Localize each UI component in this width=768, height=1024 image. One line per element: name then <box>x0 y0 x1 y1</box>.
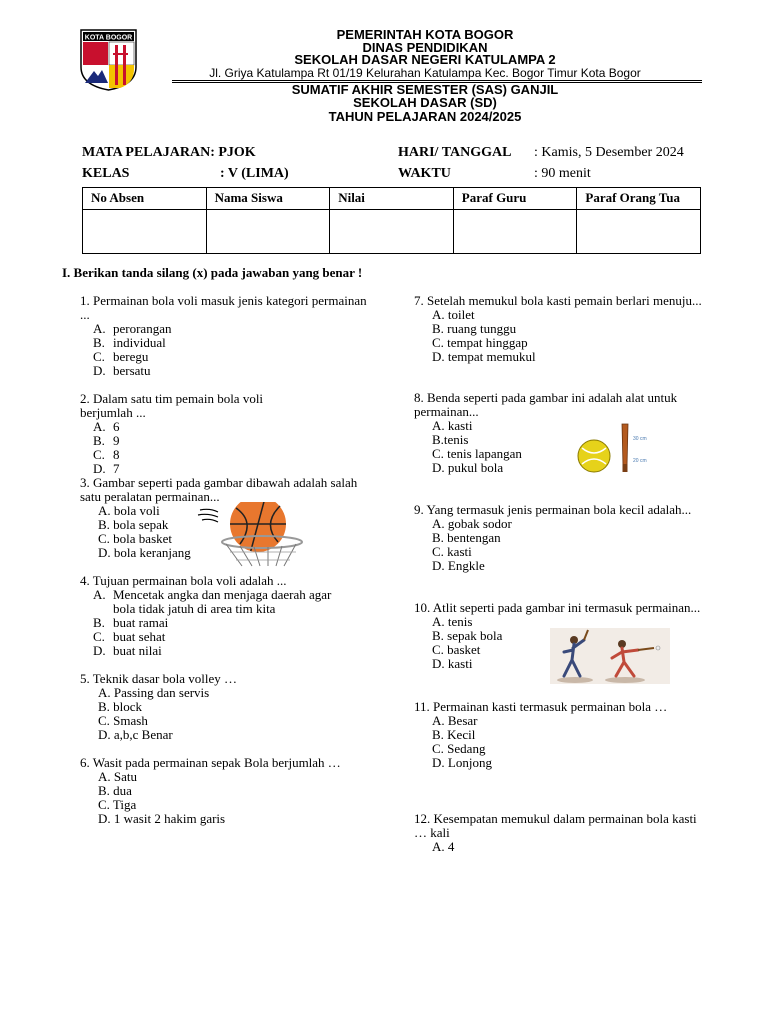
option-a[interactable]: A. toilet <box>432 307 475 322</box>
option-a-continued: bola tidak jatuh di area tim kita <box>113 601 276 616</box>
kop-address: Jl. Griya Katulampa Rt 01/19 Kelurahan Katulampa Kec. Bogor Timur Kota Bogor <box>209 66 641 80</box>
kota-bogor-logo <box>80 29 137 91</box>
option-c[interactable]: C. kasti <box>432 544 472 559</box>
header-nilai: Nilai <box>330 188 454 210</box>
question-text: 8. Benda seperti pada gambar ini adalah alat untuk permainan... <box>414 390 678 419</box>
identity-table <box>82 187 701 254</box>
class-label: KELAS <box>82 166 130 181</box>
time-value: : 90 menit <box>534 166 591 181</box>
exam-level: SEKOLAH DASAR (SD) <box>353 95 497 110</box>
option-d[interactable]: D. 1 wasit 2 hakim garis <box>98 811 226 826</box>
instruction: I. Berikan tanda silang (x) pada jawaban yang benar ! <box>62 265 363 280</box>
kop-government: PEMERINTAH KOTA BOGOR <box>336 27 514 42</box>
option-b[interactable]: B. block <box>98 699 143 714</box>
option-a[interactable]: A. kasti <box>432 418 473 433</box>
option-d[interactable]: D. Lonjong <box>432 755 492 770</box>
option-c[interactable]: C. bola basket <box>98 531 173 546</box>
option-d[interactable]: D. tempat memukul <box>432 349 536 364</box>
question-text: 12. Kesempatan memukul dalam permainan bola kasti … kali <box>414 811 697 840</box>
day-value: : Kamis, 5 Desember 2024 <box>534 145 684 160</box>
option-d[interactable]: D. pukul bola <box>432 460 504 475</box>
question-4 <box>80 574 370 658</box>
cell-nilai[interactable] <box>330 210 454 254</box>
question-text: 9. Yang termasuk jenis permainan bola kecil adalah... <box>414 502 692 517</box>
exam-title: SUMATIF AKHIR SEMESTER (SAS) GANJIL <box>291 82 559 97</box>
class-value: : V (LIMA) <box>220 166 289 181</box>
option-c[interactable]: C. buat sehat <box>93 629 166 644</box>
question-text: 10. Atlit seperti pada gambar ini termasuk permainan... <box>414 600 701 615</box>
header-nama-siswa: Nama Siswa <box>206 188 330 210</box>
option-c[interactable]: C. tenis lapangan <box>432 446 522 461</box>
option-b[interactable]: B. sepak bola <box>432 628 503 643</box>
exam-year: TAHUN PELAJARAN 2024/2025 <box>328 109 522 124</box>
option-d[interactable]: D. buat nilai <box>93 643 162 658</box>
option-d[interactable]: D. bersatu <box>93 363 151 378</box>
kop-department: DINAS PENDIDIKAN <box>362 40 488 55</box>
cell-no-absen[interactable] <box>83 210 207 254</box>
question-text: 4. Tujuan permainan bola voli adalah ... <box>80 573 287 588</box>
option-d[interactable]: D. kasti <box>432 656 473 671</box>
option-a[interactable]: A. Passing dan servis <box>98 685 210 700</box>
subject-label: MATA PELAJARAN: PJOK <box>82 145 256 160</box>
option-a[interactable]: A. bola voli <box>98 503 160 518</box>
question-7 <box>414 294 704 364</box>
kasti-athletes-image <box>550 628 670 684</box>
option-c[interactable]: C. Sedang <box>432 741 486 756</box>
header-paraf-guru: Paraf Guru <box>453 188 577 210</box>
question-text: 7. Setelah memukul bola kasti pemain berlari menuju... <box>414 293 702 308</box>
cell-paraf-orang-tua[interactable] <box>577 210 701 254</box>
option-a[interactable]: A. tenis <box>432 614 473 629</box>
option-d[interactable]: D. a,b,c Benar <box>98 727 173 742</box>
question-6 <box>80 756 370 826</box>
question-5 <box>80 672 370 742</box>
option-b[interactable]: B. bentengan <box>432 530 501 545</box>
question-text: 1. Permainan bola voli masuk jenis kategori permainan ... <box>80 293 367 322</box>
kop-school: SEKOLAH DASAR NEGERI KATULAMPA 2 <box>294 52 556 67</box>
option-d[interactable]: D. Engkle <box>432 558 485 573</box>
day-label: HARI/ TANGGAL <box>398 145 512 160</box>
question-12 <box>414 812 704 854</box>
question-text: 11. Permainan kasti termasuk permainan bola … <box>414 699 668 714</box>
question-text: 6. Wasit pada permainan sepak Bola berjumlah … <box>80 755 341 770</box>
bat-measure-top: 30 cm <box>633 436 647 442</box>
option-a[interactable]: A. Satu <box>98 769 137 784</box>
option-b[interactable]: B. Kecil <box>432 727 476 742</box>
option-c[interactable]: C. Tiga <box>98 797 137 812</box>
cell-paraf-guru[interactable] <box>453 210 577 254</box>
cell-nama-siswa[interactable] <box>206 210 330 254</box>
option-b[interactable]: B. ruang tunggu <box>432 321 517 336</box>
option-a[interactable]: A. Besar <box>432 713 478 728</box>
option-b[interactable]: B. dua <box>98 783 132 798</box>
option-d[interactable]: D. bola keranjang <box>98 545 191 560</box>
option-a[interactable]: A. 6 <box>93 419 120 434</box>
question-8 <box>414 391 704 475</box>
option-d[interactable]: D. 7 <box>93 461 120 476</box>
option-b[interactable]: B. 9 <box>93 433 120 448</box>
kasti-ball-bat-image <box>574 422 654 476</box>
time-label: WAKTU <box>398 166 451 181</box>
option-b[interactable]: B. buat ramai <box>93 615 169 630</box>
option-a[interactable]: A. Mencetak angka dan menjaga daerah agar <box>93 587 332 602</box>
question-9 <box>414 503 704 573</box>
option-b[interactable]: B.tenis <box>432 432 469 447</box>
header-paraf-orang-tua: Paraf Orang Tua <box>577 188 701 210</box>
logo-text: KOTA BOGOR <box>84 34 133 42</box>
header-no-absen: No Absen <box>83 188 207 210</box>
option-c[interactable]: C. Smash <box>98 713 148 728</box>
option-c[interactable]: C. beregu <box>93 349 149 364</box>
option-b[interactable]: B. individual <box>93 335 166 350</box>
question-text: 3. Gambar seperti pada gambar dibawah adalah salah satu peralatan permainan... <box>80 475 358 504</box>
option-b[interactable]: B. bola sepak <box>98 517 169 532</box>
header-divider <box>172 80 702 81</box>
question-text: 2. Dalam satu tim pemain bola voli berjumlah ... <box>80 391 264 420</box>
bat-measure-bottom: 20 cm <box>633 458 647 464</box>
question-text: 5. Teknik dasar bola volley … <box>80 671 237 686</box>
option-c[interactable]: C. tempat hinggap <box>432 335 528 350</box>
option-c[interactable]: C. basket <box>432 642 481 657</box>
option-c[interactable]: C. 8 <box>93 447 120 462</box>
basketball-hoop-image <box>196 502 314 568</box>
question-2 <box>80 392 310 476</box>
option-a[interactable]: A. perorangan <box>93 321 172 336</box>
option-a[interactable]: A. gobak sodor <box>432 516 512 531</box>
option-a[interactable]: A. 4 <box>432 839 455 854</box>
question-1 <box>80 294 370 378</box>
question-11 <box>414 700 704 770</box>
